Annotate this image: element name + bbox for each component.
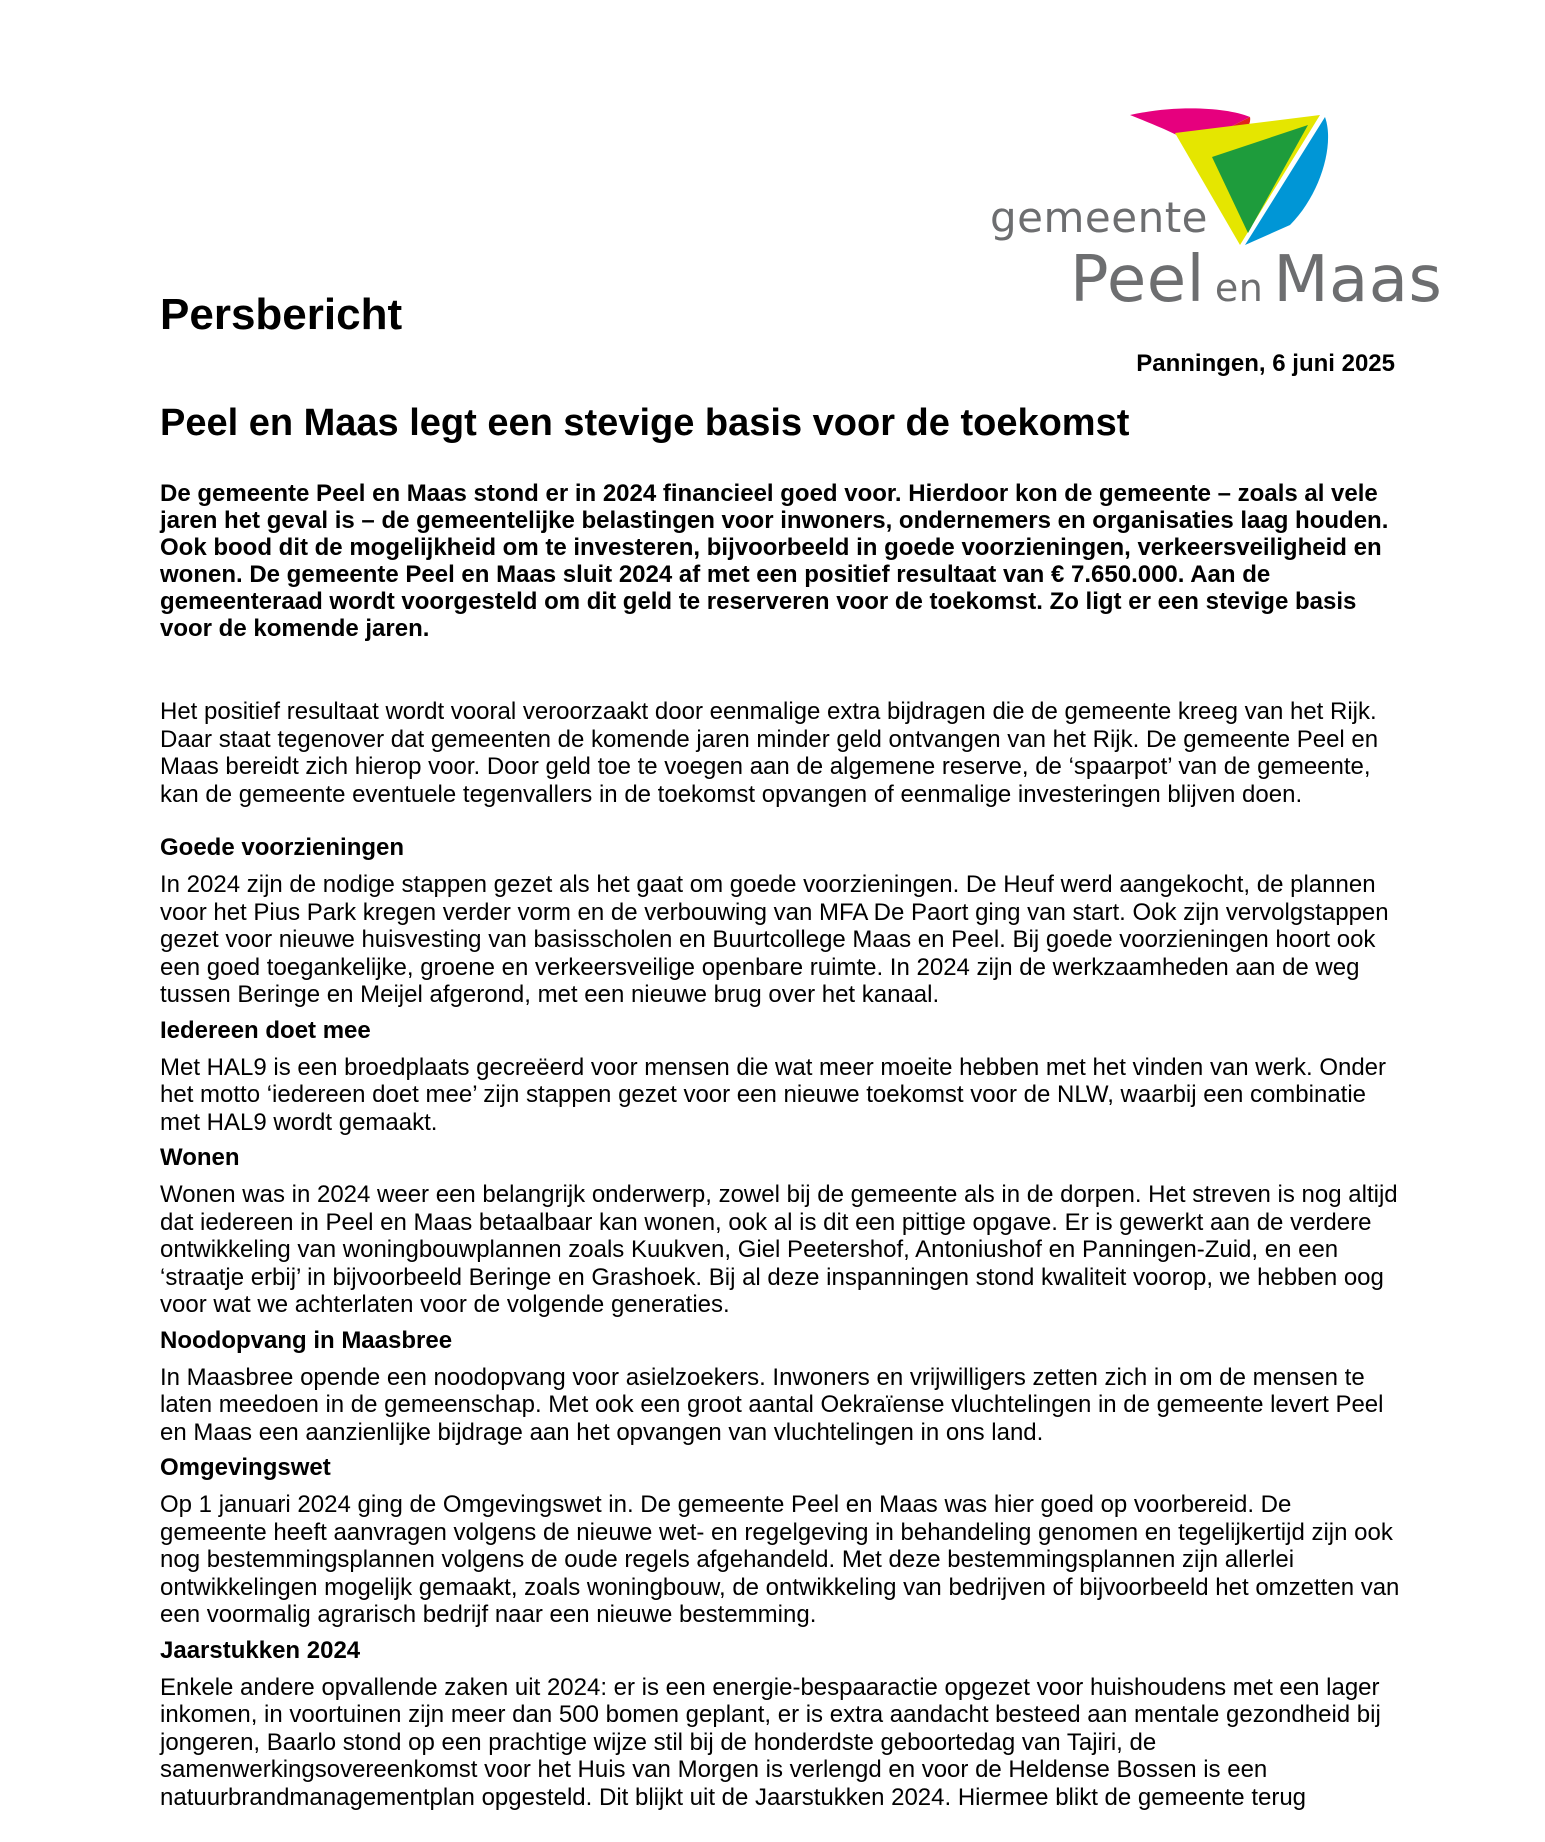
section-heading: Iedereen doet mee (160, 1016, 371, 1044)
section-goede-voorzieningen (160, 834, 1400, 1009)
section-heading: Wonen (160, 1144, 240, 1171)
municipality-logo (990, 105, 1445, 315)
article-body (160, 480, 1400, 1819)
logo-name-peel: Peel (1070, 243, 1205, 317)
section-text: Op 1 januari 2024 ging de Omgevingswet in. De gemeente Peel en Maas was hier goed op voorbereid. De gemeente heeft aanvragen volgens de nieuwe wet- en regelgeving in behandeling genomen en tegelijkertijd zijn ook nog bestemmingsplannen volgens de oude regels afgehandeld. Met deze bestemmingsplannen zijn allerlei ontwikkelingen mogelijk gemaakt, zoals woningbouw, de ontwikkeling van bedrijven of bijvoorbeeld het omzetten van een voormalig agrarisch bedrijf naar een nieuwe bestemming. (160, 1491, 1400, 1628)
section-wonen (160, 1144, 1400, 1319)
section-noodopvang (160, 1327, 1400, 1447)
section-text: Wonen was in 2024 weer een belangrijk onderwerp, zowel bij de gemeente als in de dorpen. Het streven is nog altijd dat iedereen in Peel en Maas betaalbaar kan wonen, ook al is dit een pittige opgave. Er is gewerkt aan de verdere ontwikkeling van woningbouwplannen zoals Kuukven, Giel Peetershof, Antoniushof en Panningen-Zuid, en een ‘straatje erbij’ in bijvoorbeeld Beringe en Grashoek. Bij al deze inspanningen stond kwaliteit voorop, we hebben oog voor wat we achterlaten voor de volgende generaties. (160, 1181, 1398, 1318)
section-iedereen-doet-mee (160, 1017, 1400, 1137)
lead-paragraph: De gemeente Peel en Maas stond er in 2024 financieel goed voor. Hierdoor kon de gemeente – zoals al vele jaren het geval is – de gemeentelijke belastingen voor inwoners, ondernemers en organisaties laag houden. Ook bood dit de mogelijkheid om te investeren, bijvoorbeeld in goede voorzieningen, verkeersveiligheid en wonen. De gemeente Peel en Maas sluit 2024 af met een positief resultaat van € 7.650.000. Aan de gemeenteraad wordt voorgesteld om dit geld te reserveren voor de toekomst. Zo ligt er een stevige basis voor de komende jaren. (160, 480, 1389, 642)
section-text: In 2024 zijn de nodige stappen gezet als het gaat om goede voorzieningen. De Heuf werd aangekocht, de plannen voor het Pius Park kregen verder vorm en de verbouwing van MFA De Paort ging van start. Ook zijn vervolgstappen gezet voor nieuwe huisvesting van basisscholen en Buurtcollege Maas en Peel. Bij goede voorzieningen hoort ook een goed toegankelijke, groene en verkeersveilige openbare ruimte. In 2024 zijn de werkzaamheden aan de weg tussen Beringe en Meijel afgerond, met een nieuwe brug over het kanaal. (160, 871, 1389, 1008)
section-jaarstukken (160, 1637, 1400, 1812)
document-type-title: Persbericht (160, 290, 403, 339)
section-text: Enkele andere opvallende zaken uit 2024: er is een energie-bespaaractie opgezet voor huishoudens met een lager inkomen, in voortuinen zijn meer dan 500 bomen geplant, er is extra aandacht besteed aan mentale gezondheid bij jongeren, Baarlo stond op een prachtige wijze stil bij de honderdste geboortedag van Tajiri, de samenwerkingsovereenkomst voor het Huis van Morgen is verlengd en voor de Heldense Bossen is een natuurbrandmanagementplan opgesteld. Dit blijkt uit de Jaarstukken 2024. Hiermee blikt de gemeente terug (160, 1673, 1381, 1811)
logo-name-en: en (1214, 266, 1264, 310)
section-text: Met HAL9 is een broedplaats gecreëerd voor mensen die wat meer moeite hebben met het vinden van werk. Onder het motto ‘iedereen doet mee’ zijn stappen gezet voor een nieuwe toekomst voor de NLW, waarbij een combinatie met HAL9 wordt gemaakt. (160, 1053, 1387, 1136)
logo-municipality-name (1070, 243, 1442, 317)
section-omgevingswet (160, 1454, 1400, 1629)
section-text: In Maasbree opende een noodopvang voor asielzoekers. Inwoners en vrijwilligers zetten zich in om de mensen te laten meedoen in de gemeenschap. Met ook een groot aantal Oekraïense vluchtelingen in de gemeente levert Peel en Maas een aanzienlijke bijdrage aan het opvangen van vluchtelingen in ons land. (160, 1363, 1384, 1446)
section-heading: Jaarstukken 2024 (160, 1636, 361, 1664)
logo-word-gemeente: gemeente (990, 193, 1209, 242)
intro-paragraph: Het positief resultaat wordt vooral veroorzaakt door eenmalige extra bijdragen die de gemeente kreeg van het Rijk. Daar staat tegenover dat gemeenten de komende jaren minder geld ontvangen van het Rijk. De gemeente Peel en Maas bereidt zich hierop voor. Door geld toe te voegen aan de algemene reserve, de ‘spaarpot’ van de gemeente, kan de gemeente eventuele tegenvallers in de toekomst opvangen of eenmalige investeringen blijven doen. (160, 698, 1379, 808)
logo-name-maas: Maas (1273, 243, 1443, 317)
press-release-headline: Peel en Maas legt een stevige basis voor de toekomst (160, 402, 1130, 444)
section-heading: Goede voorzieningen (160, 834, 405, 861)
section-heading: Omgevingswet (160, 1454, 331, 1481)
section-heading: Noodopvang in Maasbree (160, 1326, 453, 1354)
place-date-line: Panningen, 6 juni 2025 (1136, 350, 1395, 377)
